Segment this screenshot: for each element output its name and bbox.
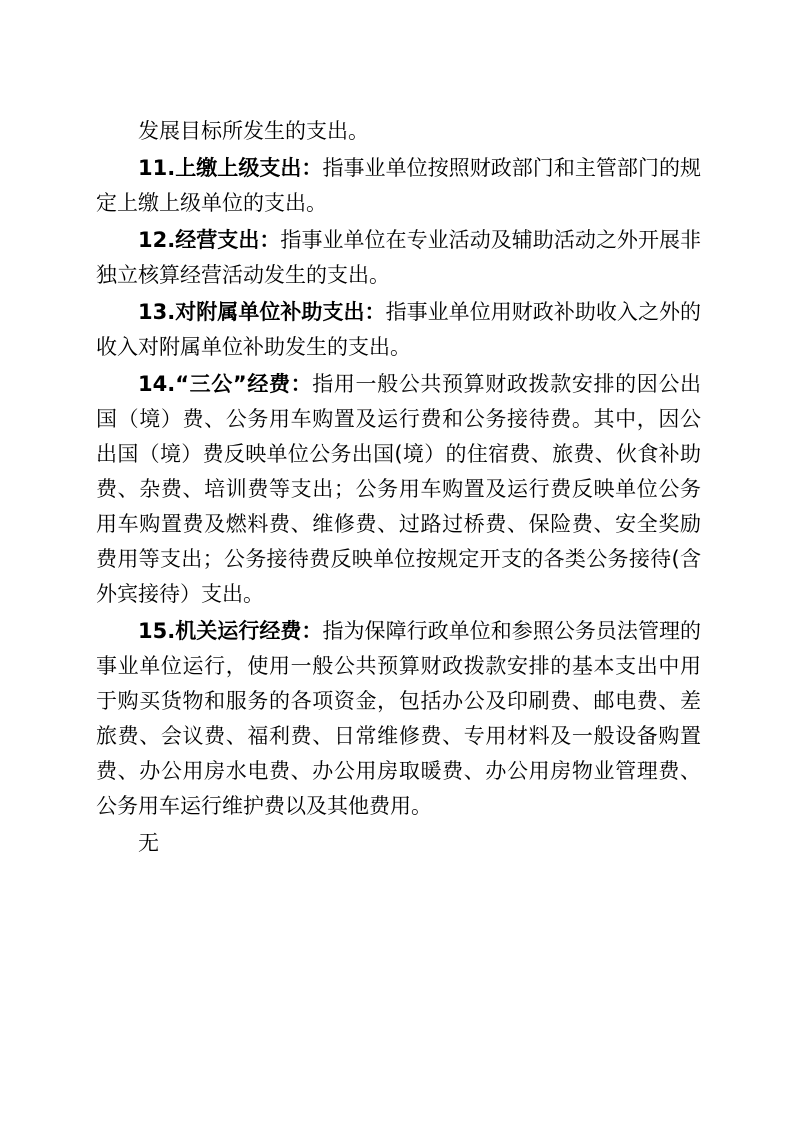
paragraph-text: 指事业单位按照财政部门和主管部门的规定上缴上级单位的支出。 xyxy=(96,156,702,215)
paragraph-item-11 xyxy=(96,151,701,221)
paragraph-none xyxy=(96,826,701,861)
paragraph-item-15 xyxy=(96,614,701,824)
document-page xyxy=(96,114,701,863)
term-label: 14.“三公”经费： xyxy=(138,372,313,396)
paragraph-item-12 xyxy=(96,223,701,293)
paragraph-text: 指为保障行政单位和参照公务员法管理的事业单位运行，使用一般公共预算财政拨款安排的基本支出中用于购买货物和服务的各项资金，包括办公及印刷费、邮电费、差旅费、会议费、福利费、日常维修费、专用材料及一般设备购置费、办公用房水电费、办公用房取暖费、办公用房物业管理费、公务用车运行维护费以及其他费用。 xyxy=(96,619,702,818)
paragraph-item-14 xyxy=(96,367,701,612)
paragraph-text: 指事业单位在专业活动及辅助活动之外开展非独立核算经营活动发生的支出。 xyxy=(96,228,702,287)
paragraph-text: 指事业单位用财政补助收入之外的收入对附属单位补助发生的支出。 xyxy=(96,300,702,359)
term-label: 13.对附属单位补助支出： xyxy=(138,300,386,324)
term-label: 11.上缴上级支出： xyxy=(138,156,323,180)
paragraph-text: 指用一般公共预算财政拨款安排的因公出国（境）费、公务用车购置及运行费和公务接待费。其中，因公出国（境）费反映单位公务出国(境）的住宿费、旅费、伙食补助费、杂费、培训费等支出；公务用车购置及运行费反映单位公务用车购置费及燃料费、维修费、过路过桥费、保险费、安全奖励费用等支出；公务接待费反映单位按规定开支的各类公务接待(含外宾接待）支出。 xyxy=(96,372,701,606)
term-label: 12.经营支出： xyxy=(138,228,281,252)
paragraph-text: 发展目标所发生的支出。 xyxy=(138,119,369,143)
paragraph-continuation xyxy=(96,114,701,149)
paragraph-item-13 xyxy=(96,295,701,365)
term-label: 15.机关运行经费： xyxy=(138,619,323,643)
paragraph-text: 无 xyxy=(138,831,159,855)
